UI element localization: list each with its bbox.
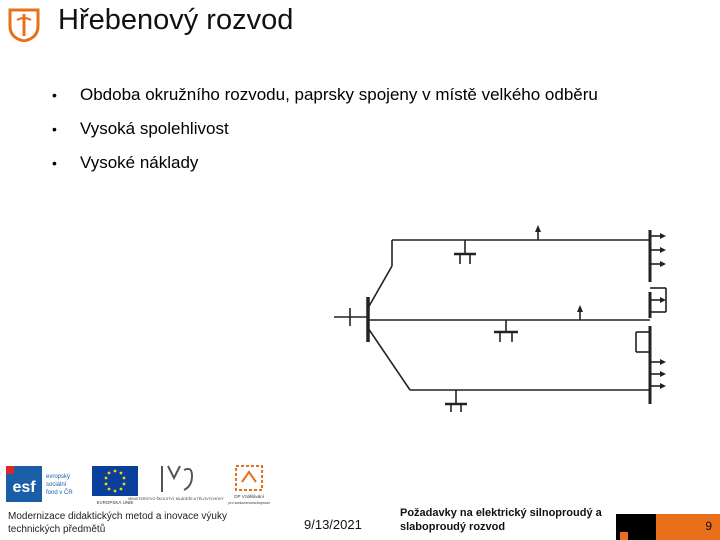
op-caption-1: OP Vzdělávání <box>234 494 264 499</box>
esf-logo <box>6 466 73 502</box>
eu-caption: EVROPSKÁ UNIE <box>96 500 134 505</box>
upper-feeder <box>368 225 650 308</box>
slide-title: Hřebenový rozvod <box>58 4 294 36</box>
bullet-marker: • <box>52 87 57 103</box>
bullet-text: Vysoká spolehlivost <box>80 119 229 138</box>
footer-date: 9/13/2021 <box>304 517 362 532</box>
bullet-text: Vysoké náklady <box>80 153 199 172</box>
msmt-logo <box>128 466 224 501</box>
lower-feeder <box>368 328 650 412</box>
msmt-caption: MINISTERSTVO ŠKOLSTVÍ, MLÁDEŽE A TĚLOVÝCHOVY <box>128 497 224 501</box>
bullet-marker: • <box>52 155 57 171</box>
comb-bus <box>636 230 666 404</box>
esf-caption-1: evropský <box>46 474 71 480</box>
page-number: 9 <box>656 514 720 540</box>
esf-caption-3: fond v ČR <box>46 490 73 496</box>
footer-logos <box>6 462 281 506</box>
op-caption-2: pro konkurenceschopnost <box>228 501 270 505</box>
esf-caption-2: sociální <box>46 482 67 488</box>
footer-subject: Požadavky na elektrický silnoproudý a slaboproudý rozvod <box>400 507 602 533</box>
footer-project: Modernizace didaktických metod a inovace výuky technických předmětů <box>8 511 227 535</box>
university-logo-icon <box>6 6 42 42</box>
main-busbar <box>334 297 368 342</box>
middle-feeder <box>368 305 650 342</box>
esf-logo-text: esf <box>12 479 36 496</box>
bullet-marker: • <box>52 121 57 137</box>
footer-orange-square <box>620 532 628 540</box>
comb-distribution-diagram <box>330 222 670 412</box>
op-vk-logo <box>228 466 269 505</box>
bullet-text: Obdoba okružního rozvodu, paprsky spojeny v místě velkého odběru <box>80 85 598 104</box>
